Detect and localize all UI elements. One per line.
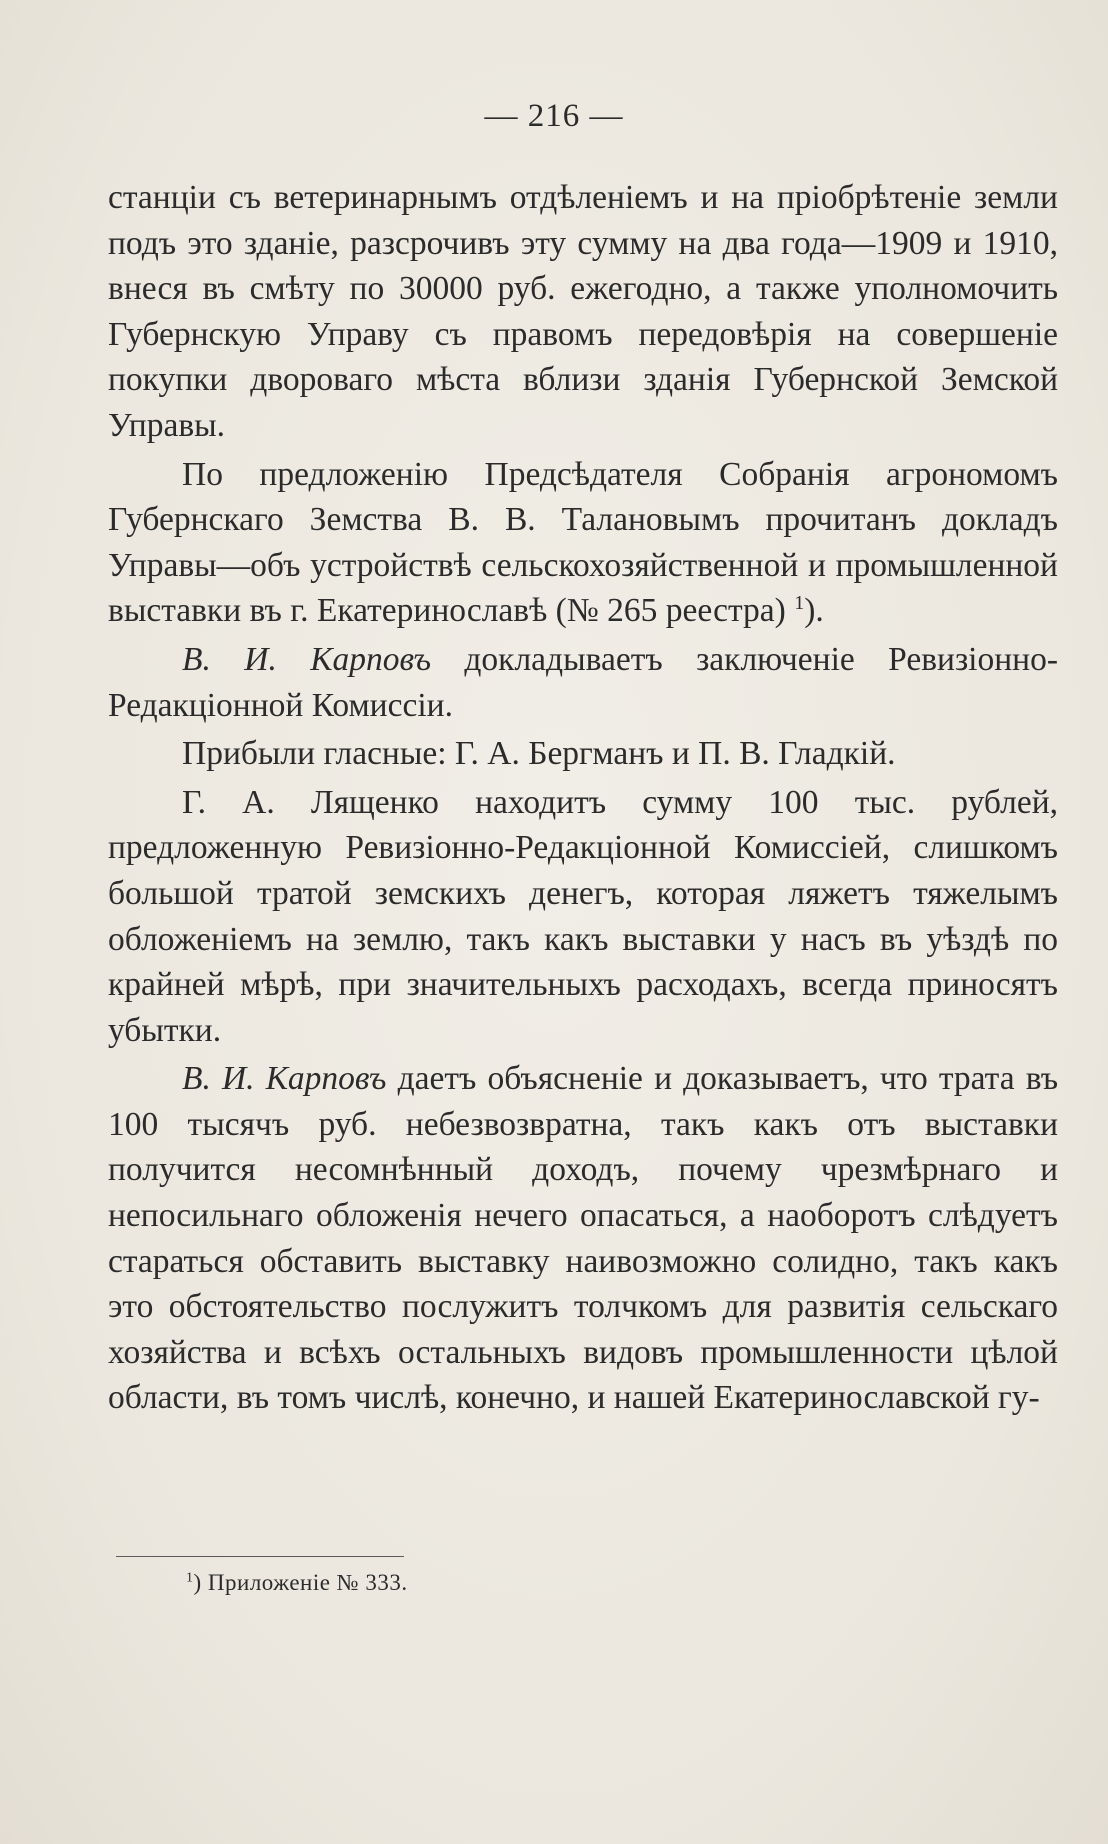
main-text: [108, 175, 1058, 1424]
paragraph-text: докладываетъ заключеніе Ревизіонно-Редакціонной Комиссіи.: [108, 640, 1059, 724]
paragraph-text: Прибыли гласные: Г. А. Бергманъ и П. В. Гладкій.: [182, 735, 896, 773]
paragraph-text: ).: [804, 592, 824, 630]
paragraph: [108, 731, 1058, 777]
paragraph: [108, 780, 1058, 1054]
footnote-separator: [116, 1556, 404, 1557]
page-number: — 216 —: [484, 98, 624, 134]
paragraph-text: По предложенію Предсѣдателя Собранія агрономомъ Губернскаго Земства В. В. Талановымъ прочитанъ докладъ Управы—объ устройствѣ сельскохозяйственной и промышленной выставки въ г. Екатеринославѣ (№ 265 реестра): [108, 455, 1058, 630]
footnote-marker: 1: [186, 1570, 194, 1586]
paragraph: [108, 175, 1058, 449]
footnote-text: ) Приложеніе № 333.: [193, 1570, 408, 1595]
speaker-name: В. И. Карповъ: [182, 640, 431, 678]
paragraph-text: даетъ объясненіе и доказываетъ, что трата въ 100 тысячъ руб. небезвозвратна, такъ какъ отъ выставки получится несомнѣнный доходъ, почему чрезмѣрнаго и непосильнаго обложенія нечего опасаться, а наоборотъ слѣдуетъ стараться обставить выставку наивозможно солидно, такъ какъ это обстоятельство послужитъ толчкомъ для развитія сельскаго хозяйства и всѣхъ остальныхъ видовъ промышленности цѣлой области, въ томъ числѣ, конечно, и нашей Екатеринославской гу-: [108, 1060, 1059, 1417]
paragraph: [108, 637, 1058, 728]
footnote: [186, 1570, 408, 1596]
paragraph-text: станціи съ ветеринарнымъ отдѣленіемъ и на пріобрѣтеніе земли подъ это зданіе, разсрочивъ эту сумму на два года—1909 и 1910, внеся въ смѣту по 30000 руб. ежегодно, а также уполномочить Губернскую Управу съ правомъ передовѣрія на совершеніе покупки двороваго мѣста вблизи зданія Губернской Земской Управы.: [108, 179, 1058, 444]
paragraph-text: Г. А. Лященко находитъ сумму 100 тыс. рублей, предложенную Ревизіонно-Редакціонной Комиссіей, слишкомъ большой тратой земскихъ денегъ, которая ляжетъ тяжелымъ обложеніемъ на землю, такъ какъ выставки у насъ въ уѣздѣ по крайней мѣрѣ, при значительныхъ расходахъ, всегда приносятъ убытки.: [108, 783, 1058, 1049]
paragraph: [108, 452, 1058, 634]
speaker-name: В. И. Карповъ: [182, 1060, 387, 1098]
paragraph: [108, 1056, 1058, 1421]
footnote-reference: 1: [794, 592, 805, 615]
